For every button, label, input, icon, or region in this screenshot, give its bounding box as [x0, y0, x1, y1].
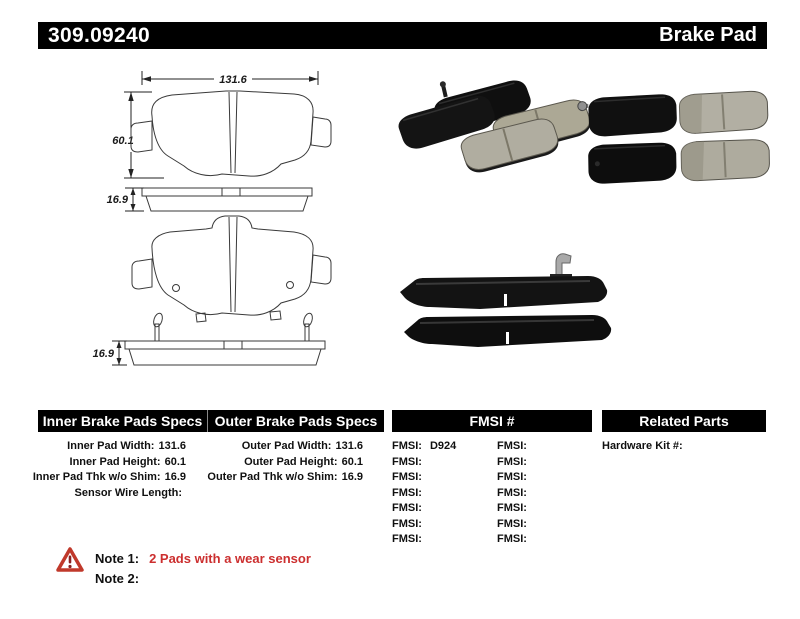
fmsi-header: FMSI # — [469, 413, 515, 429]
dimension-thickness-label: 16.9 — [106, 194, 128, 206]
note-1 — [95, 550, 311, 568]
spec-row: Inner Pad Thk w/o Shim: 16.9 — [32, 471, 186, 483]
fmsi-row: FMSI: — [497, 533, 527, 545]
product-photo-diagonal — [396, 63, 594, 176]
pad-back-with-sensor-clip — [578, 94, 678, 137]
fmsi-row: FMSI: — [497, 517, 527, 530]
thickness-dimension — [107, 188, 144, 211]
title-bar — [38, 22, 767, 49]
inner-specs-column — [28, 439, 186, 501]
outer-pad-drawing — [132, 216, 331, 322]
spec-row: Inner Pad Width: 131.6 — [67, 440, 186, 452]
fmsi-row: FMSI: — [497, 502, 527, 514]
pad-friction-face — [679, 91, 768, 134]
height-dimension — [112, 92, 164, 178]
fmsi-row: FMSI: — [497, 471, 527, 483]
outer-specs-column — [205, 439, 363, 486]
pads-specs-header-bar — [38, 410, 384, 432]
fmsi-header-bar — [392, 410, 592, 432]
spec-row: Outer Pad Width: 131.6 — [241, 440, 363, 452]
part-number: 309.09240 — [48, 23, 150, 47]
dimension-thickness-label-2: 16.9 — [92, 348, 114, 360]
wear-sensor-clip-drawing — [152, 312, 314, 341]
outer-specs-header: Outer Brake Pads Specs — [214, 413, 378, 429]
dimension-width-label: 131.6 — [219, 74, 247, 86]
note-2 — [95, 570, 149, 588]
spec-row: Outer Pad Thk w/o Shim: 16.9 — [207, 471, 363, 483]
note-1-text: 2 Pads with a wear sensor — [149, 551, 311, 566]
fmsi-row: FMSI: — [392, 533, 422, 545]
related-parts-header: Related Parts — [639, 413, 729, 429]
fmsi-row: FMSI: — [497, 486, 527, 499]
width-dimension — [142, 71, 318, 86]
fmsi-right-column — [497, 439, 592, 548]
outer-pad-side-view — [93, 312, 325, 365]
spec-row: Inner Pad Height: 60.1 — [69, 455, 186, 468]
spec-row: Outer Pad Height: 60.1 — [244, 455, 363, 468]
warning-icon — [56, 547, 84, 573]
fmsi-row: FMSI: — [392, 486, 422, 499]
pad-back — [588, 142, 677, 184]
thickness-dimension-2 — [93, 341, 127, 365]
fmsi-row: FMSI: — [392, 517, 422, 530]
fmsi-left-column — [392, 439, 492, 548]
fmsi-row: FMSI: — [497, 455, 527, 468]
product-type-title: Brake Pad — [659, 24, 757, 46]
product-photo-edge — [400, 254, 611, 347]
spec-row: Sensor Wire Length: — [74, 486, 182, 499]
fmsi-row: FMSI: — [392, 471, 422, 483]
inner-pad-side-view — [107, 188, 312, 211]
fmsi-row: FMSI: D924 — [392, 440, 457, 452]
note-2-label: Note 2: — [95, 571, 140, 586]
related-parts-column — [602, 439, 766, 455]
product-photo-grid — [578, 91, 770, 184]
fmsi-row: FMSI: — [392, 502, 422, 514]
related-parts-header-bar — [602, 410, 766, 432]
inner-specs-header: Inner Brake Pads Specs — [42, 413, 203, 429]
fmsi-row: FMSI: — [497, 440, 527, 452]
inner-pad-drawing — [112, 71, 331, 178]
related-row: Hardware Kit #: — [602, 440, 683, 452]
note-1-label: Note 1: — [95, 551, 140, 566]
fmsi-row: FMSI: — [392, 455, 422, 468]
pad-friction-face — [681, 139, 770, 181]
dimension-height-label: 60.1 — [112, 135, 134, 147]
